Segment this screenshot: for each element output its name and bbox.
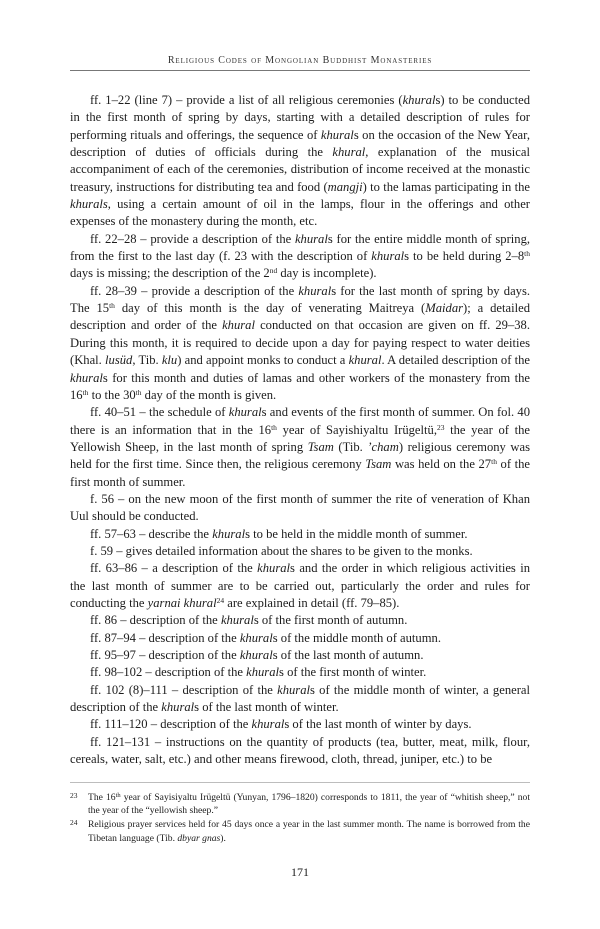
paragraph: ff. 98–102 – description of the khurals of the first month of winter. xyxy=(90,665,427,680)
paragraph: ff. 102 (8)–111 – description of the khurals of the middle month of winter, a general description of the khurals of the last month of winter. xyxy=(70,682,530,715)
paragraph: ff. 22–28 – provide a description of the khurals for the entire middle month of spring, from the first to the last day (f. 23 with the description of khurals to be held during 2–8th days is missing; the description of the 2nd day is incomplete). xyxy=(70,231,531,281)
paragraph: ff. 95–97 – description of the khurals of the last month of autumn. xyxy=(90,648,424,662)
paragraph: ff. 121–131 – instructions on the quantity of products (tea, butter, meat, milk, flour, cereals, water, salt, etc.) and other means firewood, cloth, thread, juniper, etc.) to be xyxy=(70,734,530,767)
page-number: 171 xyxy=(291,865,309,879)
paragraph: ff. 63–86 – a description of the khurals and the order in which religious activities in the last month of summer are to be carried out, particularly the order and rules for conducting the yarnai khural$^{24}$ are explained in detail (ff. 79–85). xyxy=(70,561,530,610)
footnote xyxy=(70,791,530,817)
paragraph: ff. 86 – description of the khurals of the first month of autumn. xyxy=(90,613,408,628)
paragraph: ff. 1–22 (line 7) – provide a list of all religious ceremonies (khurals) to be conducted in the first month of spring by days, starting with a detailed description of rules for performing rituals and offerings, the sequence of khurals on the occasion of the New Year, description of duties of officials during the khural, explanation of the musical accompaniment of each of the ceremonies, distribution of income received at the monastic treasury, instructions for distributing tea and food (mangji) to the lamas participating in the khurals, using a certain amount of oil in the lamps, flour in the offerings and other expenses of the monastery during the month, etc. xyxy=(70,93,530,229)
footnote-number: 24 xyxy=(70,818,78,828)
paragraph: ff. 87–94 – description of the khurals of the middle month of autumn. xyxy=(90,630,441,645)
header-rule xyxy=(70,70,530,71)
paragraph: ff. 28–39 – provide a description of the khurals for the last month of spring by days. The 15th day of this month is the day of venerating Maitreya (Maidar); a detailed description and order of the khural conducted on that occasion are given on ff. 29–38. During this month, it is required to decide upon a day for paying respect to water deities (Khal. lusüd, Tib. klu) and appoint monks to conduct a khural. A detailed description of the khurals for this month and duties of lamas and other workers of the monastery from the 16th to the 30th day of the month is given. xyxy=(70,283,531,402)
paragraph: ff. 57–63 – describe the khurals to be held in the middle month of summer. xyxy=(90,526,468,541)
footnote-text: The 16th year of Sayisiyaltu Irügeltü (Yunyan, 1796–1820) corresponds to 1811, the year of “whitish sheep,” not the year of the “yellowish sheep.” xyxy=(88,792,530,817)
footnote-text: Religious prayer services held for 45 days once a year in the last summer month. The name is borrowed from the Tibetan language (Tib. dbyar gnas). xyxy=(88,819,530,844)
running-header: Religious Codes of Mongolian Buddhist Monasteries xyxy=(167,55,433,66)
footnote xyxy=(70,818,530,844)
paragraph: ff. 111–120 – description of the khurals of the last month of winter by days. xyxy=(90,717,472,732)
paragraph: f. 59 – gives detailed information about the shares to be given to the monks. xyxy=(90,543,473,558)
body-text xyxy=(70,92,530,768)
footnotes xyxy=(70,782,530,846)
paragraph: ff. 40–51 – the schedule of khurals and events of the first month of summer. On fol. 40 there is an information that in the 16th year of Sayishiyaltu Irügeltü,$^{23}$ the year of the Yellowish Sheep, in the last month of spring Tsam (Tib. ’cham) religious ceremony was held for the first time. Since then, the religious ceremony Tsam was held on the 27th of the first month of summer. xyxy=(70,405,530,489)
footnote-number: 23 xyxy=(70,791,78,800)
paragraph: f. 56 – on the new moon of the first month of summer the rite of veneration of Khan Uul should be conducted. xyxy=(70,491,530,524)
